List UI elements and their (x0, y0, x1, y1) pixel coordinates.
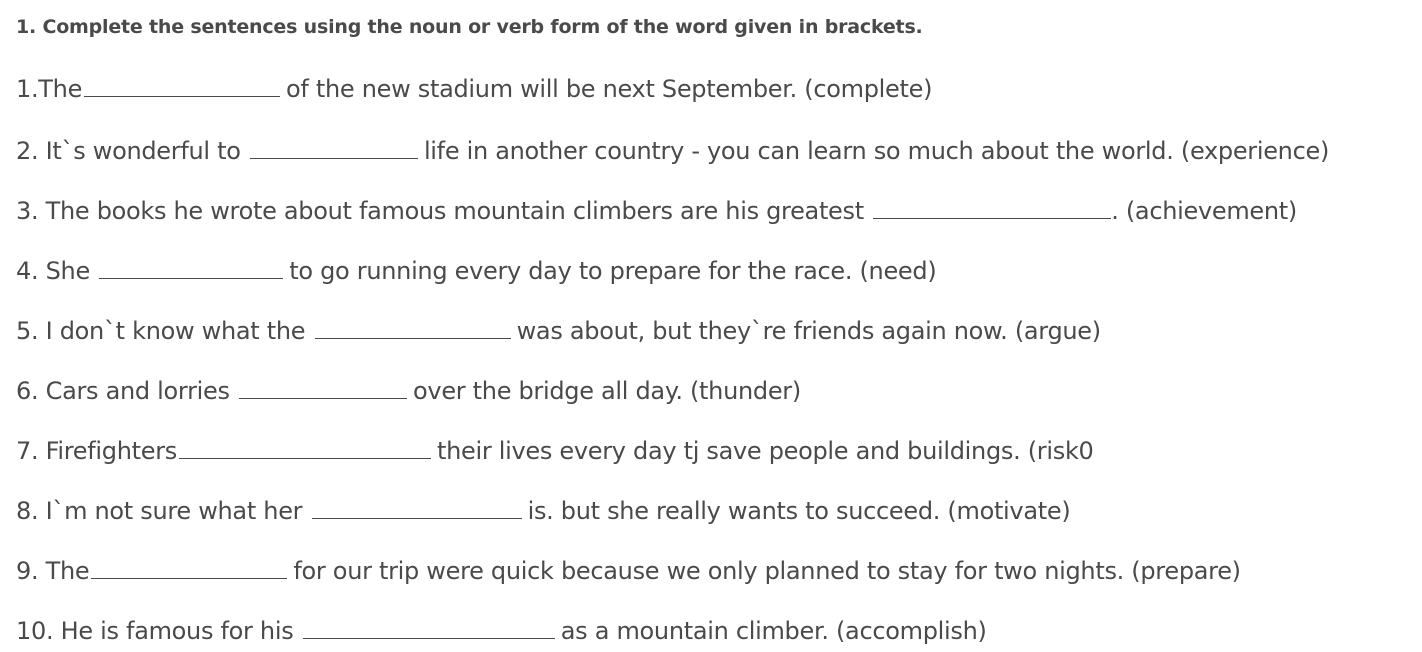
sentence-2-end: life in another country - you can learn so much about the world. (experience) (423, 137, 1330, 165)
sentence-5 (16, 316, 1101, 346)
sentence-2-start: 2. It`s wonderful to (16, 137, 241, 165)
sentence-4-end: to go running every day to prepare for the race. (need) (289, 257, 937, 285)
sentence-9 (16, 556, 1241, 586)
sentence-5-end: was about, but they`re friends again now. (argue) (516, 317, 1101, 345)
sentence-9-end: for our trip were quick because we only planned to stay for two nights. (prepare) (293, 557, 1241, 585)
sentence-8-end: is. but she really wants to succeed. (motivate) (527, 497, 1071, 525)
sentence-6-blank[interactable] (239, 378, 407, 399)
sentence-3 (16, 196, 1297, 226)
sentence-7-start: 7. Firefighters (16, 437, 177, 465)
sentence-3-start: 3. The books he wrote about famous mountain climbers are his greatest (16, 197, 864, 225)
sentence-7-end: their lives every day tj save people and buildings. (risk0 (436, 437, 1094, 465)
sentence-1-end: of the new stadium will be next September. (complete) (286, 75, 933, 103)
sentence-5-blank[interactable] (315, 318, 511, 339)
sentence-5-start: 5. I don`t know what the (16, 317, 306, 345)
sentence-4-start: 4. She (16, 257, 90, 285)
sentence-6-end: over the bridge all day. (thunder) (413, 377, 801, 405)
sentence-6 (16, 376, 801, 406)
sentence-2 (16, 136, 1329, 166)
sentence-1-blank[interactable] (84, 76, 280, 97)
exercise-title: 1. Complete the sentences using the noun or verb form of the word given in brackets. (16, 16, 923, 38)
sentence-1-start: 1.The (16, 75, 83, 103)
sentence-6-start: 6. Cars and lorries (16, 377, 230, 405)
sentence-3-end: . (achievement) (1111, 197, 1297, 225)
sentence-1 (16, 74, 932, 104)
sentence-4-blank[interactable] (99, 258, 283, 279)
sentence-10-start: 10. He is famous for his (16, 617, 294, 645)
sentence-10-end: as a mountain climber. (accomplish) (560, 617, 987, 645)
sentence-8-blank[interactable] (312, 498, 522, 519)
sentence-3-blank[interactable] (873, 198, 1111, 219)
sentence-7 (16, 436, 1094, 466)
sentence-2-blank[interactable] (250, 138, 418, 159)
sentence-8 (16, 496, 1070, 526)
sentence-7-blank[interactable] (179, 438, 431, 459)
sentence-9-start: 9. The (16, 557, 90, 585)
sentence-8-start: 8. I`m not sure what her (16, 497, 303, 525)
sentence-10 (16, 616, 987, 646)
sentence-4 (16, 256, 936, 286)
sentence-9-blank[interactable] (91, 558, 287, 579)
sentence-10-blank[interactable] (303, 618, 555, 639)
